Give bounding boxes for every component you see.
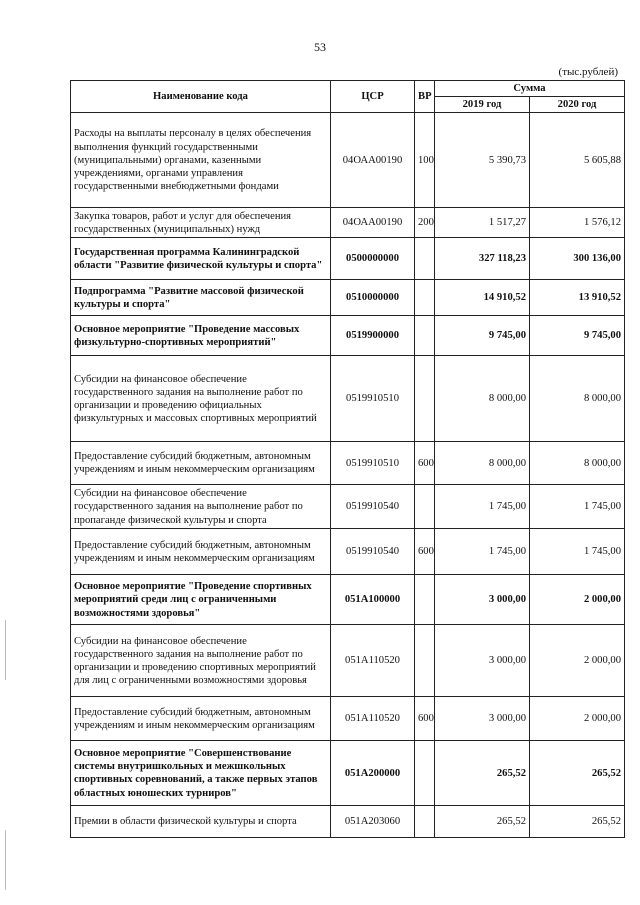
row-sum-2020: 265,52 <box>530 741 625 806</box>
row-csr: 0519910540 <box>331 485 415 529</box>
row-name: Субсидии на финансовое обеспечение государственного задания на выполнение работ по организации и проведению спортивных мероприятий для лиц с ограниченными возможностями здоровья <box>71 625 331 697</box>
row-sum-2020: 9 745,00 <box>530 316 625 356</box>
table-row <box>71 280 625 316</box>
table-row <box>71 113 625 208</box>
row-sum-2019: 3 000,00 <box>435 625 530 697</box>
row-sum-2019: 1 517,27 <box>435 208 530 238</box>
row-vr <box>415 238 435 280</box>
row-vr <box>415 741 435 806</box>
header-csr: ЦСР <box>331 81 415 113</box>
row-sum-2019: 8 000,00 <box>435 356 530 442</box>
page-number: 53 <box>314 40 326 54</box>
margin-mark <box>5 830 6 890</box>
units-label: (тыс.рублей) <box>558 66 618 78</box>
row-vr: 100 <box>415 113 435 208</box>
row-name: Подпрограмма "Развитие массовой физической культуры и спорта" <box>71 280 331 316</box>
row-vr <box>415 280 435 316</box>
row-name: Основное мероприятие "Совершенствование системы внутришкольных и межшкольных спортивных соревнований, а также первых этапов областных юношеских турниров" <box>71 741 331 806</box>
header-year-2020: 2020 год <box>530 97 625 113</box>
table-row <box>71 442 625 485</box>
row-csr: 0519910510 <box>331 356 415 442</box>
row-name: Основное мероприятие "Проведение массовых физкультурно-спортивных мероприятий" <box>71 316 331 356</box>
row-name: Субсидии на финансовое обеспечение государственного задания на выполнение работ по пропаганде физической культуры и спорта <box>71 485 331 529</box>
row-name: Предоставление субсидий бюджетным, автономным учреждениям и иным некоммерческим организациям <box>71 529 331 575</box>
row-sum-2020: 1 576,12 <box>530 208 625 238</box>
row-vr <box>415 356 435 442</box>
row-sum-2020: 13 910,52 <box>530 280 625 316</box>
row-sum-2019: 1 745,00 <box>435 529 530 575</box>
row-csr: 051А100000 <box>331 575 415 625</box>
row-sum-2020: 300 136,00 <box>530 238 625 280</box>
row-sum-2020: 8 000,00 <box>530 442 625 485</box>
table-row <box>71 208 625 238</box>
row-name: Премии в области физической культуры и спорта <box>71 806 331 838</box>
row-vr <box>415 806 435 838</box>
header-year-2019: 2019 год <box>435 97 530 113</box>
row-sum-2019: 3 000,00 <box>435 575 530 625</box>
row-vr: 200 <box>415 208 435 238</box>
row-csr: 051А200000 <box>331 741 415 806</box>
row-sum-2020: 2 000,00 <box>530 625 625 697</box>
row-csr: 051А110520 <box>331 697 415 741</box>
row-sum-2020: 265,52 <box>530 806 625 838</box>
row-csr: 0519910540 <box>331 529 415 575</box>
row-csr: 0519900000 <box>331 316 415 356</box>
row-name: Основное мероприятие "Проведение спортивных мероприятий среди лиц с ограниченными возможностями здоровья" <box>71 575 331 625</box>
row-csr: 04ОАА00190 <box>331 208 415 238</box>
table-row <box>71 741 625 806</box>
row-csr: 0500000000 <box>331 238 415 280</box>
row-name: Предоставление субсидий бюджетным, автономным учреждениям и иным некоммерческим организациям <box>71 442 331 485</box>
row-sum-2020: 1 745,00 <box>530 529 625 575</box>
row-name: Расходы на выплаты персоналу в целях обеспечения выполнения функций государственными (муниципальными) органами, казенными учреждениями, органами управления государственными внебюджетными фондами <box>71 113 331 208</box>
row-csr: 051А110520 <box>331 625 415 697</box>
table-row <box>71 356 625 442</box>
header-sum: Сумма <box>435 81 625 97</box>
row-sum-2020: 2 000,00 <box>530 575 625 625</box>
row-sum-2019: 8 000,00 <box>435 442 530 485</box>
row-csr: 0510000000 <box>331 280 415 316</box>
row-csr: 04ОАА00190 <box>331 113 415 208</box>
row-csr: 0519910510 <box>331 442 415 485</box>
row-sum-2019: 9 745,00 <box>435 316 530 356</box>
row-csr: 051А203060 <box>331 806 415 838</box>
row-vr <box>415 316 435 356</box>
row-vr: 600 <box>415 442 435 485</box>
row-name: Государственная программа Калининградской области "Развитие физической культуры и спорта" <box>71 238 331 280</box>
row-vr <box>415 575 435 625</box>
row-sum-2019: 327 118,23 <box>435 238 530 280</box>
table-row <box>71 806 625 838</box>
row-vr <box>415 625 435 697</box>
row-vr: 600 <box>415 529 435 575</box>
header-name: Наименование кода <box>71 81 331 113</box>
row-name: Предоставление субсидий бюджетным, автономным учреждениям и иным некоммерческим организациям <box>71 697 331 741</box>
table-row <box>71 625 625 697</box>
row-sum-2020: 5 605,88 <box>530 113 625 208</box>
row-sum-2020: 1 745,00 <box>530 485 625 529</box>
row-sum-2020: 8 000,00 <box>530 356 625 442</box>
budget-table <box>70 80 625 838</box>
table-row <box>71 238 625 280</box>
row-name: Закупка товаров, работ и услуг для обеспечения государственных (муниципальных) нужд <box>71 208 331 238</box>
margin-mark <box>5 620 6 680</box>
table-row <box>71 697 625 741</box>
table-row <box>71 575 625 625</box>
row-sum-2019: 5 390,73 <box>435 113 530 208</box>
row-sum-2019: 3 000,00 <box>435 697 530 741</box>
row-vr: 600 <box>415 697 435 741</box>
table-row <box>71 485 625 529</box>
row-sum-2019: 14 910,52 <box>435 280 530 316</box>
row-sum-2020: 2 000,00 <box>530 697 625 741</box>
row-name: Субсидии на финансовое обеспечение государственного задания на выполнение работ по организации и проведению официальных физкультурных и массовых спортивных мероприятий <box>71 356 331 442</box>
row-sum-2019: 265,52 <box>435 806 530 838</box>
table-row <box>71 316 625 356</box>
row-sum-2019: 1 745,00 <box>435 485 530 529</box>
table-row <box>71 529 625 575</box>
row-sum-2019: 265,52 <box>435 741 530 806</box>
header-vr: ВР <box>415 81 435 113</box>
row-vr <box>415 485 435 529</box>
